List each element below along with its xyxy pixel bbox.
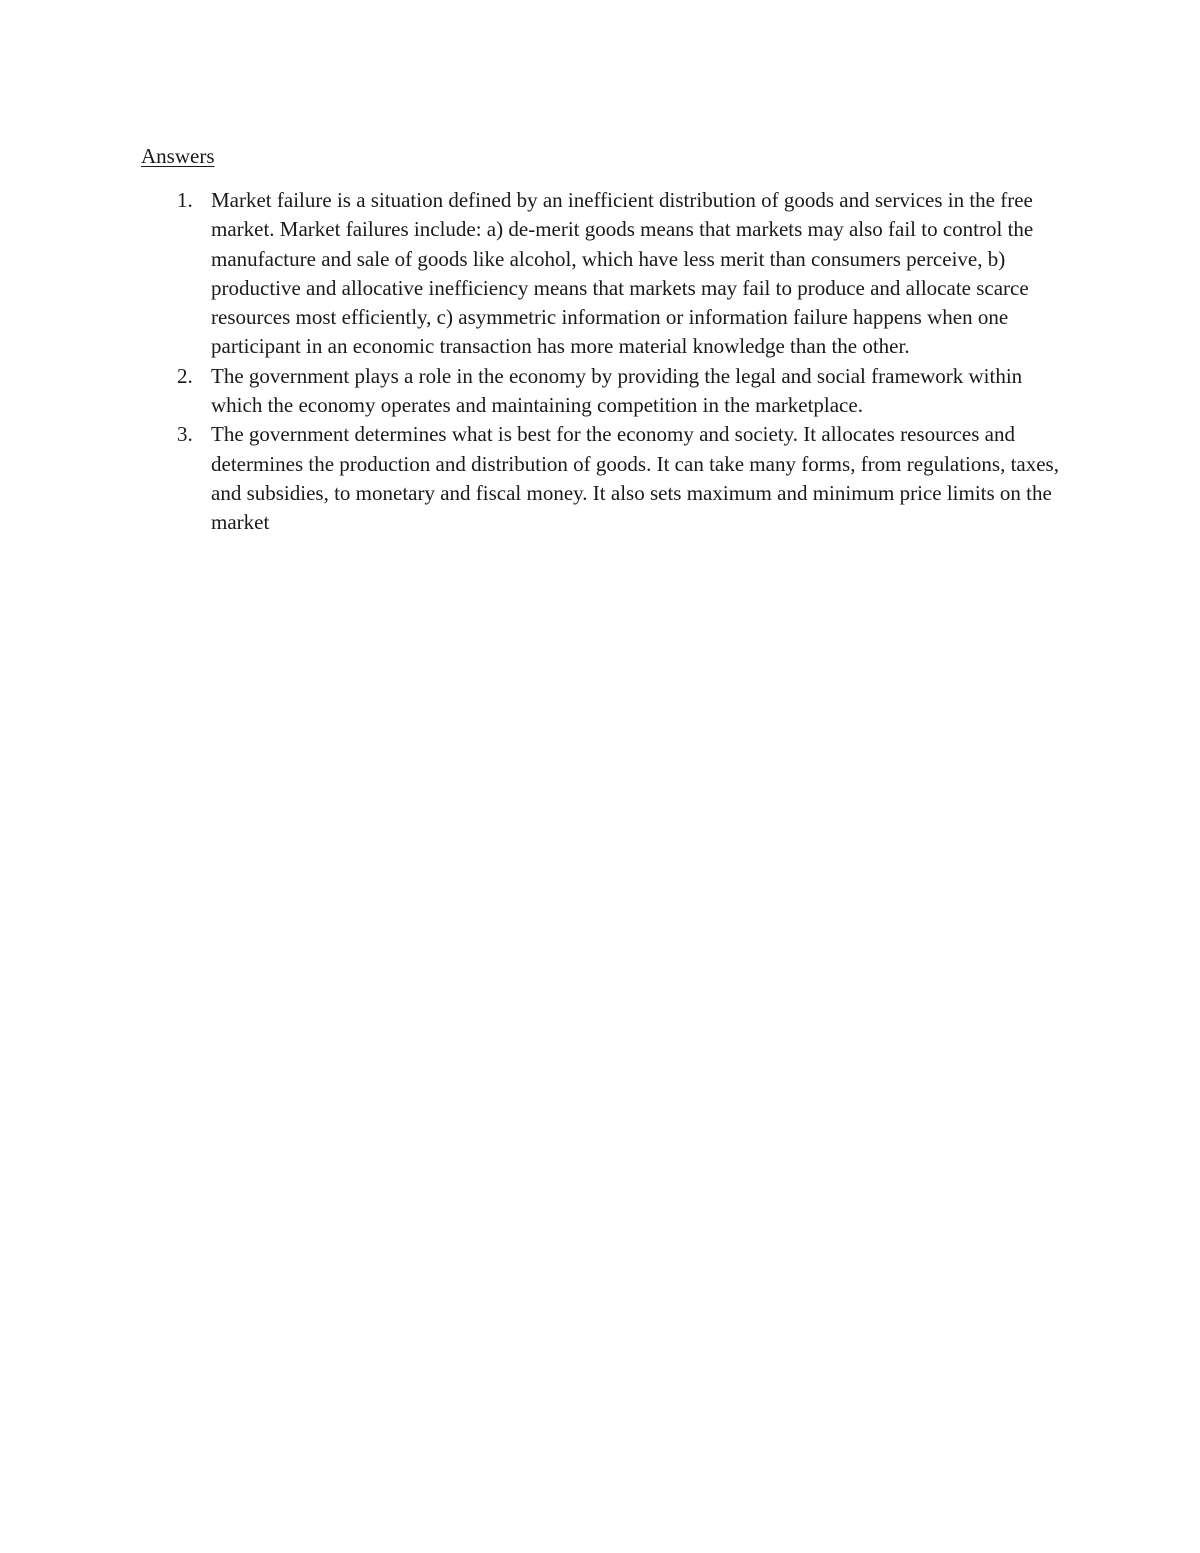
list-item bbox=[141, 186, 1066, 362]
list-item-number: 2. bbox=[177, 363, 193, 388]
answer-list bbox=[141, 186, 1066, 538]
list-item-number: 1. bbox=[177, 188, 193, 212]
list-item-number: 3. bbox=[177, 422, 193, 447]
list-item-text: The government plays a role in the economy by providing the legal and social framework within which the economy operates and maintaining competition in the marketplace. bbox=[211, 363, 1023, 418]
list-item bbox=[141, 420, 1066, 537]
list-item-text: The government determines what is best for the economy and society. It allocates resources and determines the production and distribution of goods. It can take many forms, from regulations, taxes, and subsidies, to monetary and fiscal money. It also sets maximum and minimum price limits on the market bbox=[211, 422, 1059, 535]
page-heading: Answers bbox=[141, 144, 215, 168]
list-item-text: Market failure is a situation defined by an inefficient distribution of goods and services in the free market. Market failures include: a) de-merit goods means that markets may also fail to control the manufacture and sale of goods like alcohol, which have less merit than consumers perceive, b) productive and allocative inefficiency means that markets may fail to produce and allocate scarce resources most efficiently, c) asymmetric information or information failure happens when one participant in an economic transaction has more material knowledge than the other. bbox=[211, 188, 1034, 359]
list-item bbox=[141, 362, 1066, 421]
